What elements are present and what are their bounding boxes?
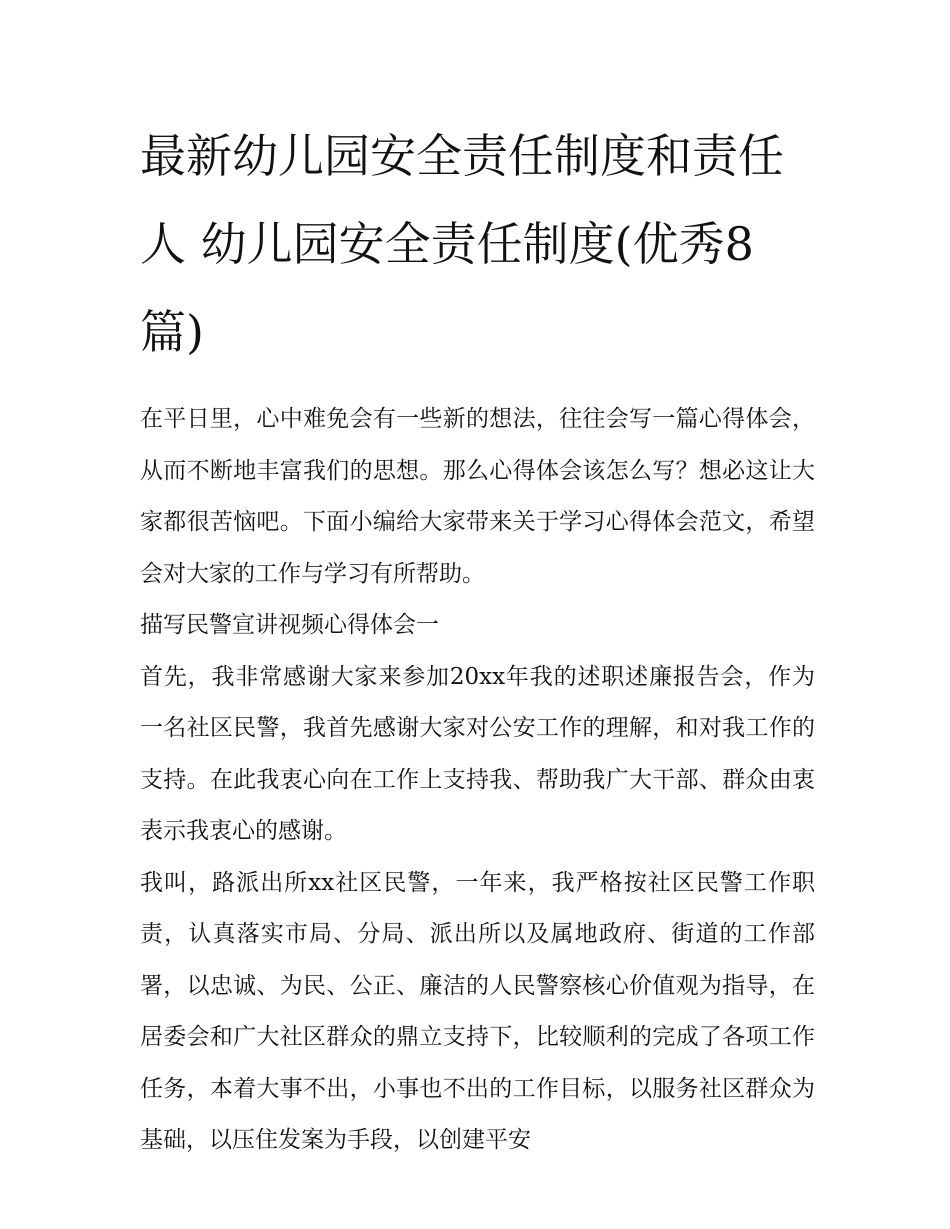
- document-page: [140, 112, 815, 1167]
- body-paragraph: 我叫，路派出所xx社区民警，一年来，我严格按社区民警工作职责，认真落实市局、分局、派出所以及属地政府、街道的工作部署，以忠诚、为民、公正、廉洁的人民警察核心价值观为指导，在居委会和广大社区群众的鼎立支持下，比较顺利的完成了各项工作任务，本着大事不出，小事也不出的工作目标，以服务社区群众为基础，以压住发案为手段，以创建平安: [140, 869, 815, 1153]
- section-heading: 描写民警宣讲视频心得体会一: [140, 612, 439, 638]
- body-paragraph: 首先，我非常感谢大家来参加20xx年我的述职述廉报告会，作为一名社区民警，我首先感谢大家对公安工作的理解，和对我工作的支持。在此我衷心向在工作上支持我、帮助我广大干部、群众由衷表示我衷心的感谢。: [140, 663, 815, 844]
- document-title: 最新幼儿园安全责任制度和责任人 幼儿园安全责任制度(优秀8篇): [140, 129, 784, 359]
- intro-paragraph: 在平日里，心中难免会有一些新的想法，往往会写一篇心得体会，从而不断地丰富我们的思想。那么心得体会该怎么写？想必这让大家都很苦恼吧。下面小编给大家带来关于学习心得体会范文，希望会对大家的工作与学习有所帮助。: [140, 406, 815, 587]
